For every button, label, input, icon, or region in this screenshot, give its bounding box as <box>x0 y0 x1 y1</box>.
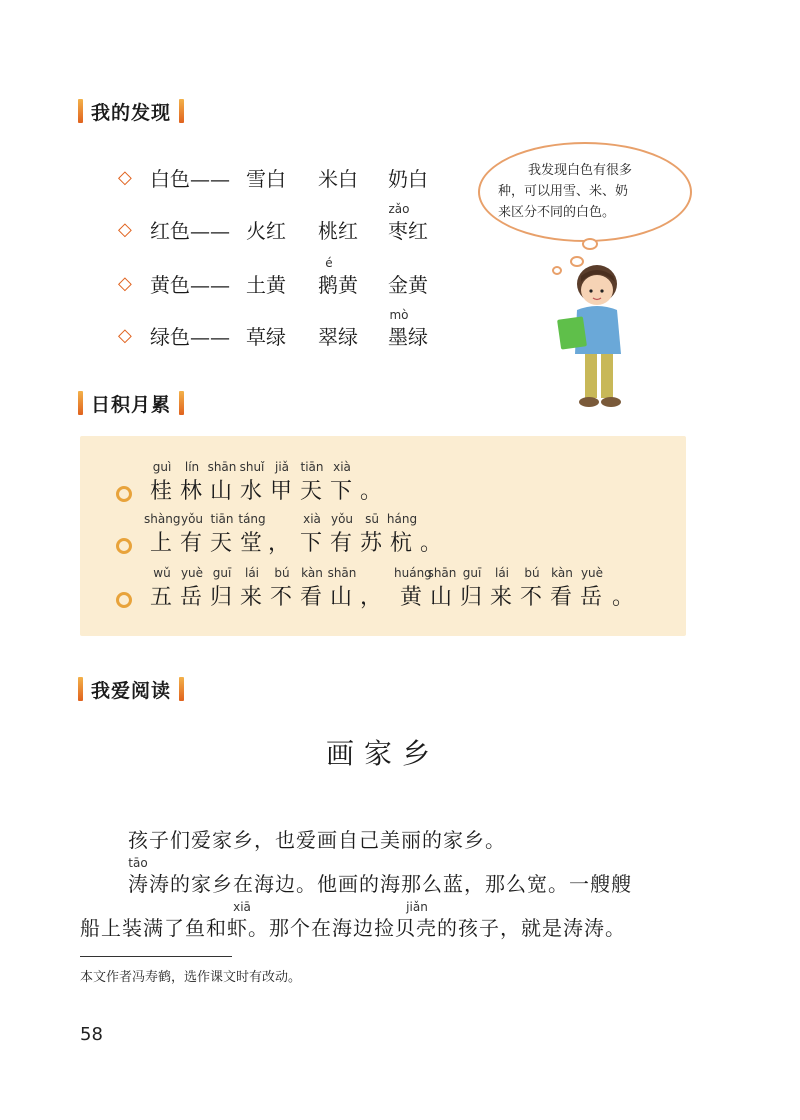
section-bar-left <box>78 677 83 701</box>
section-bar-right <box>179 99 184 123</box>
story-line: 船上装满了鱼和虾。那个在海边捡贝壳的孩子，就是涛涛。 <box>80 916 626 940</box>
section-header-reading <box>78 674 184 704</box>
section-bar-right <box>179 391 184 415</box>
phrase-char: 归 <box>460 585 483 610</box>
pinyin: é <box>325 256 333 270</box>
phrase-char: 。 <box>612 585 635 610</box>
pinyin: yǒu <box>180 512 204 526</box>
pinyin: wǔ <box>153 566 171 580</box>
pinyin: táng <box>238 512 266 526</box>
phrase-char: 堂 <box>240 531 263 556</box>
pinyin: tiān <box>210 512 234 526</box>
bubble-line: 来区分不同的白色。 <box>498 205 616 220</box>
section-title: 我的发现 <box>91 101 172 124</box>
phrase-char: 。 <box>360 479 383 504</box>
phrase-char: 杭 <box>390 531 413 556</box>
pinyin: shān <box>327 566 357 580</box>
pinyin: háng <box>386 512 418 526</box>
section-title: 日积月累 <box>91 393 172 416</box>
color-base: 绿色—— <box>150 324 230 349</box>
pinyin: jiǎ <box>274 460 290 474</box>
pinyin: bú <box>274 566 290 580</box>
story-line: 孩子们爱家乡，也爱画自己美丽的家乡。 <box>128 828 506 852</box>
color-term: 金黄 <box>388 273 428 297</box>
pinyin: jiǎn <box>406 900 428 914</box>
phrase-char: 山 <box>330 585 353 610</box>
pinyin: huáng <box>394 566 432 580</box>
page-number: 58 <box>80 1024 103 1045</box>
discovery-row <box>118 162 230 192</box>
pinyin: kàn <box>551 566 573 580</box>
speech-bubble-text <box>498 160 670 223</box>
color-term: 火红 <box>246 219 286 243</box>
phrase-char: 山 <box>430 585 453 610</box>
diamond-icon: ◇ <box>118 218 132 240</box>
pinyin: shān <box>427 566 457 580</box>
pinyin: shàng <box>144 512 181 526</box>
footnote: 本文作者冯寿鹤，选作课文时有改动。 <box>80 970 302 985</box>
bubble-line: 种，可以用雪、米、奶 <box>498 184 629 199</box>
section-header-accumulation <box>78 388 184 418</box>
pinyin: kàn <box>301 566 323 580</box>
phrase-char: 林 <box>180 479 203 504</box>
pinyin: mò <box>389 308 409 322</box>
phrase-char: 岳 <box>180 585 203 610</box>
phrase-char: 甲 <box>270 479 293 504</box>
color-term: 米白 <box>318 167 358 191</box>
phrase-char: 不 <box>520 585 543 610</box>
section-bar-left <box>78 99 83 123</box>
pinyin: tiān <box>300 460 324 474</box>
pinyin: yuè <box>580 566 604 580</box>
pinyin: shuǐ <box>239 460 265 474</box>
bubble-dot <box>582 238 598 250</box>
color-term: 墨绿 <box>388 325 428 349</box>
pinyin: sū <box>365 512 379 526</box>
pinyin: lái <box>244 566 260 580</box>
color-term: 枣红 <box>388 219 428 243</box>
discovery-row <box>118 214 230 244</box>
pinyin: xià <box>333 460 351 474</box>
section-header-discovery <box>78 96 184 126</box>
ring-bullet-icon <box>116 486 132 502</box>
section-bar-right <box>179 677 184 701</box>
phrase-char: 。 <box>420 531 443 556</box>
color-base: 黄色—— <box>150 272 230 297</box>
pinyin: bú <box>524 566 540 580</box>
color-term: 奶白 <box>388 167 428 191</box>
phrase-char: 有 <box>330 531 353 556</box>
discovery-row <box>118 268 230 298</box>
section-bar-left <box>78 391 83 415</box>
pinyin: guī <box>212 566 232 580</box>
color-term: 草绿 <box>246 325 286 349</box>
phrase-char: 水 <box>240 479 263 504</box>
phrase-char: ， <box>268 531 291 556</box>
pinyin: xià <box>303 512 321 526</box>
phrase-char: 下 <box>330 479 353 504</box>
phrase-char: 看 <box>550 585 573 610</box>
bubble-line: 我发现白色有很多 <box>528 163 633 178</box>
phrase-char: 天 <box>210 531 233 556</box>
phrase-char: 来 <box>490 585 513 610</box>
phrase-char: 桂 <box>150 479 173 504</box>
phrase-char: 岳 <box>580 585 603 610</box>
diamond-icon: ◇ <box>118 324 132 346</box>
story-line: 涛涛的家乡在海边。他画的海那么蓝，那么宽。一艘艘 <box>128 872 632 896</box>
phrase-char: 五 <box>150 585 173 610</box>
discovery-row <box>118 320 230 350</box>
color-base: 红色—— <box>150 218 230 243</box>
pinyin: guī <box>462 566 482 580</box>
story-title: 画家乡 <box>325 737 440 770</box>
phrase-char: 黄 <box>400 585 423 610</box>
phrase-char: 苏 <box>360 531 383 556</box>
phrase-char: 下 <box>300 531 323 556</box>
footnote-divider <box>80 956 232 957</box>
phrase-char: 有 <box>180 531 203 556</box>
diamond-icon: ◇ <box>118 272 132 294</box>
color-term: 土黄 <box>246 273 286 297</box>
color-term: 鹅黄 <box>318 273 358 297</box>
phrase-char: 上 <box>150 531 173 556</box>
phrase-char: ， <box>360 585 383 610</box>
phrase-char: 来 <box>240 585 263 610</box>
pinyin: tāo <box>128 856 148 870</box>
diamond-icon: ◇ <box>118 166 132 188</box>
phrase-char: 看 <box>300 585 323 610</box>
color-base: 白色—— <box>150 166 230 191</box>
pinyin: yuè <box>180 566 204 580</box>
pinyin: zǎo <box>388 202 410 216</box>
color-term: 雪白 <box>246 167 286 191</box>
pinyin: guì <box>152 460 172 474</box>
phrase-char: 归 <box>210 585 233 610</box>
color-term: 桃红 <box>318 219 358 243</box>
pinyin: shān <box>207 460 237 474</box>
phrase-char: 山 <box>210 479 233 504</box>
ring-bullet-icon <box>116 538 132 554</box>
phrase-char: 天 <box>300 479 323 504</box>
phrase-char: 不 <box>270 585 293 610</box>
pinyin: yǒu <box>330 512 354 526</box>
section-title: 我爱阅读 <box>91 679 172 702</box>
pinyin: lái <box>494 566 510 580</box>
ring-bullet-icon <box>116 592 132 608</box>
pinyin: lín <box>184 460 200 474</box>
boy-reading-illustration <box>555 262 645 412</box>
pinyin: xiā <box>233 900 251 914</box>
color-term: 翠绿 <box>318 325 358 349</box>
